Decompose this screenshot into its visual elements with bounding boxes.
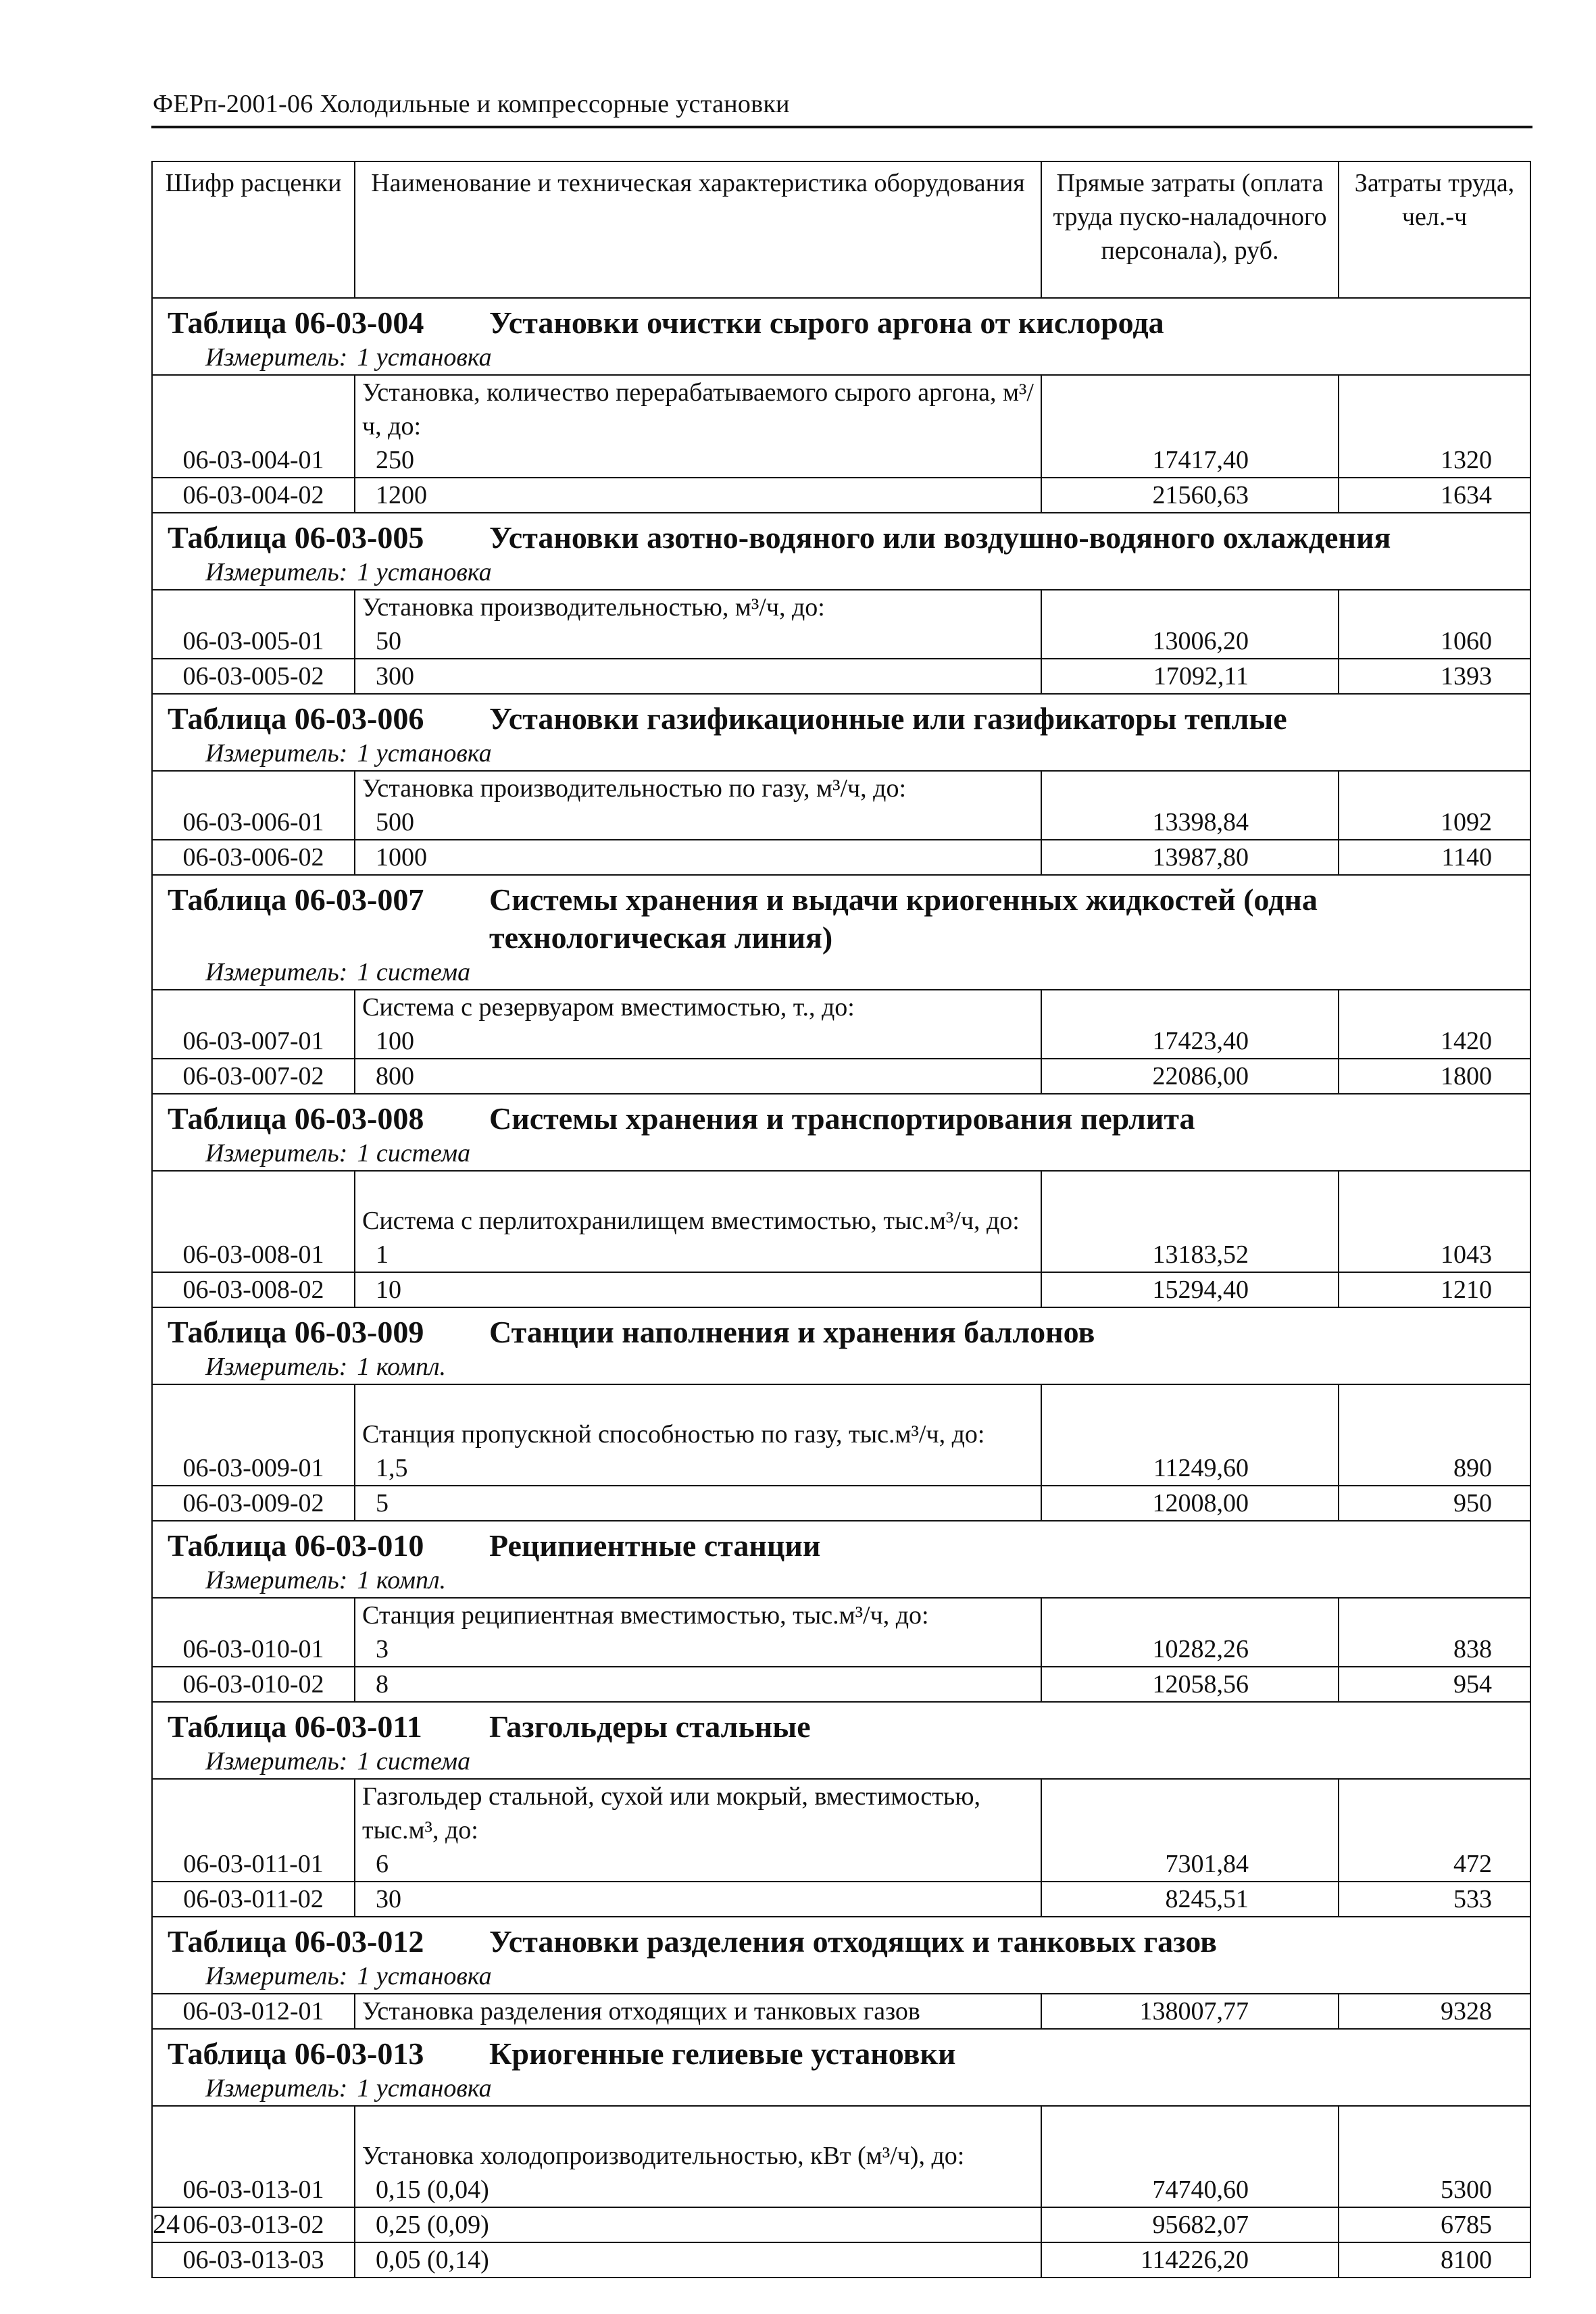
parameter-value: 300	[376, 662, 414, 690]
direct-cost: 10282,26	[1041, 1598, 1339, 1667]
labor-cost: 1092	[1339, 771, 1530, 840]
direct-cost: 95682,07	[1041, 2207, 1339, 2242]
section-header-row	[152, 694, 1530, 771]
parameter-description: Установка холодопроизводительностью, кВт (м³/ч), до:	[362, 2142, 965, 2170]
direct-cost: 74740,60	[1041, 2106, 1339, 2207]
section-title	[168, 1100, 1523, 1138]
column-header-row	[152, 161, 1530, 298]
rate-code: 06-03-004-01	[152, 375, 355, 478]
section-number: Таблица 06-03-010	[168, 1528, 424, 1563]
labor-cost: 1140	[1339, 840, 1530, 875]
section-title	[168, 2035, 1523, 2073]
direct-cost: 7301,84	[1041, 1779, 1339, 1882]
measure-value: 1 система	[357, 1139, 471, 1167]
equipment-description	[355, 2106, 1041, 2207]
measure-value: 1 установка	[357, 558, 492, 586]
running-header: ФЕРп-2001-06 Холодильные и компрессорные установки	[153, 90, 790, 118]
rate-code: 06-03-013-01	[152, 2106, 355, 2207]
labor-cost: 1800	[1339, 1059, 1530, 1094]
table-row	[152, 2242, 1530, 2278]
labor-cost: 533	[1339, 1882, 1530, 1917]
labor-cost: 1210	[1339, 1272, 1530, 1307]
rate-code: 06-03-011-01	[152, 1779, 355, 1882]
table-row	[152, 2207, 1530, 2242]
section-header-cell	[152, 513, 1530, 590]
section-measure	[168, 1565, 1523, 1596]
page-number: 24	[153, 2209, 180, 2239]
parameter-value: 3	[376, 1635, 389, 1663]
column-header-name: Наименование и техническая характеристика оборудования	[355, 161, 1041, 298]
equipment-description	[355, 1171, 1041, 1272]
table-row	[152, 1994, 1530, 2029]
section-title	[168, 519, 1523, 557]
direct-cost: 138007,77	[1041, 1994, 1339, 2029]
table-row	[152, 478, 1530, 513]
rate-code: 06-03-007-02	[152, 1059, 355, 1094]
section-header-cell	[152, 298, 1530, 375]
equipment-description	[355, 1486, 1041, 1521]
section-title	[168, 1708, 1523, 1746]
table-row	[152, 1598, 1530, 1667]
table-row	[152, 1059, 1530, 1094]
section-number: Таблица 06-03-012	[168, 1924, 424, 1959]
labor-cost: 954	[1339, 1667, 1530, 1702]
labor-cost: 6785	[1339, 2207, 1530, 2242]
table-row	[152, 1486, 1530, 1521]
direct-cost: 21560,63	[1041, 478, 1339, 513]
measure-label: Измеритель:	[205, 1747, 348, 1776]
direct-cost: 13987,80	[1041, 840, 1339, 875]
section-name: Системы хранения и выдачи криогенных жидкостей (одна технологическая линия)	[489, 882, 1318, 955]
equipment-description	[355, 1384, 1041, 1486]
table-body	[152, 298, 1530, 2278]
labor-cost: 1393	[1339, 659, 1530, 694]
equipment-description	[355, 1059, 1041, 1094]
parameter-value: 250	[376, 446, 414, 474]
measure-label: Измеритель:	[205, 1962, 348, 1990]
section-number: Таблица 06-03-013	[168, 2036, 424, 2071]
equipment-description	[355, 590, 1041, 659]
direct-cost: 11249,60	[1041, 1384, 1339, 1486]
direct-cost: 13006,20	[1041, 590, 1339, 659]
equipment-description	[355, 1667, 1041, 1702]
rate-code: 06-03-008-02	[152, 1272, 355, 1307]
section-number: Таблица 06-03-008	[168, 1101, 424, 1136]
section-number: Таблица 06-03-006	[168, 701, 424, 736]
rate-code: 06-03-005-02	[152, 659, 355, 694]
table-row	[152, 1667, 1530, 1702]
section-number: Таблица 06-03-009	[168, 1315, 424, 1349]
parameter-value: 6	[376, 1850, 389, 1878]
rate-code: 06-03-012-01	[152, 1994, 355, 2029]
table-row	[152, 771, 1530, 840]
equipment-description	[355, 2242, 1041, 2278]
direct-cost: 13183,52	[1041, 1171, 1339, 1272]
section-measure	[168, 1138, 1523, 1169]
section-title	[168, 1527, 1523, 1565]
equipment-description	[355, 659, 1041, 694]
direct-cost: 15294,40	[1041, 1272, 1339, 1307]
measure-label: Измеритель:	[205, 1353, 348, 1381]
measure-label: Измеритель:	[205, 2074, 348, 2103]
section-name: Установки разделения отходящих и танковых газов	[489, 1924, 1218, 1959]
table-row	[152, 590, 1530, 659]
direct-cost: 12058,56	[1041, 1667, 1339, 1702]
labor-cost: 950	[1339, 1486, 1530, 1521]
column-header-cost: Прямые затраты (оплата труда пуско-наладочного персонала), руб.	[1041, 161, 1339, 298]
labor-cost: 838	[1339, 1598, 1530, 1667]
parameter-value: Установка разделения отходящих и танковых газов	[362, 1997, 920, 2026]
parameter-value: 0,25 (0,09)	[376, 2211, 489, 2239]
parameter-description: Станция пропускной способностью по газу, тыс.м³/ч, до:	[362, 1420, 985, 1449]
parameter-description: Станция реципиентная вместимостью, тыс.м³/ч, до:	[362, 1601, 929, 1630]
parameter-value: 50	[376, 627, 401, 655]
column-header-code: Шифр расценки	[152, 161, 355, 298]
parameter-value: 10	[376, 1276, 401, 1304]
parameter-description: Система с перлитохранилищем вместимостью, тыс.м³/ч, до:	[362, 1207, 1020, 1235]
parameter-value: 1200	[376, 481, 427, 509]
table-row	[152, 659, 1530, 694]
rate-code: 06-03-009-01	[152, 1384, 355, 1486]
section-measure	[168, 2073, 1523, 2104]
rate-code: 06-03-006-01	[152, 771, 355, 840]
section-name: Установки очистки сырого аргона от кислорода	[489, 305, 1164, 340]
measure-value: 1 система	[357, 958, 471, 986]
labor-cost: 1043	[1339, 1171, 1530, 1272]
direct-cost: 114226,20	[1041, 2242, 1339, 2278]
section-name: Газгольдеры стальные	[489, 1709, 811, 1744]
section-measure	[168, 1351, 1523, 1382]
rate-code: 06-03-008-01	[152, 1171, 355, 1272]
measure-value: 1 установка	[357, 343, 492, 372]
parameter-description: Газгольдер стальной, сухой или мокрый, вместимостью, тыс.м³, до:	[362, 1782, 981, 1844]
table-row	[152, 2106, 1530, 2207]
section-name: Установки азотно-водяного или воздушно-водяного охлаждения	[489, 520, 1391, 555]
table-row	[152, 375, 1530, 478]
measure-label: Измеритель:	[205, 343, 348, 372]
equipment-description	[355, 1882, 1041, 1917]
table-row	[152, 1171, 1530, 1272]
parameter-value: 500	[376, 808, 414, 836]
table-row	[152, 840, 1530, 875]
section-header-cell	[152, 1307, 1530, 1384]
section-name: Криогенные гелиевые установки	[489, 2036, 956, 2071]
section-name: Установки газификационные или газификаторы теплые	[489, 701, 1287, 736]
parameter-value: 30	[376, 1885, 401, 1913]
parameter-value: 1	[376, 1240, 389, 1269]
section-title	[168, 1923, 1523, 1961]
parameter-value: 1000	[376, 843, 427, 872]
section-name: Станции наполнения и хранения баллонов	[489, 1315, 1095, 1349]
section-header-row	[152, 1307, 1530, 1384]
equipment-description	[355, 478, 1041, 513]
equipment-description	[355, 2207, 1041, 2242]
section-title	[168, 700, 1523, 738]
section-header-row	[152, 1094, 1530, 1171]
labor-cost: 8100	[1339, 2242, 1530, 2278]
section-header-row	[152, 1702, 1530, 1779]
measure-value: 1 установка	[357, 2074, 492, 2103]
equipment-description	[355, 1994, 1041, 2029]
section-number: Таблица 06-03-011	[168, 1709, 422, 1744]
measure-label: Измеритель:	[205, 1566, 348, 1594]
table-row	[152, 990, 1530, 1059]
parameter-description: Система с резервуаром вместимостью, т., до:	[362, 993, 855, 1022]
rate-code: 06-03-013-02	[152, 2207, 355, 2242]
table-row	[152, 1779, 1530, 1882]
direct-cost: 17092,11	[1041, 659, 1339, 694]
section-header-cell	[152, 694, 1530, 771]
parameter-description: Установка производительностью, м³/ч, до:	[362, 593, 825, 622]
labor-cost: 890	[1339, 1384, 1530, 1486]
section-name: Реципиентные станции	[489, 1528, 821, 1563]
rate-code: 06-03-010-01	[152, 1598, 355, 1667]
section-number: Таблица 06-03-005	[168, 520, 424, 555]
rate-code: 06-03-005-01	[152, 590, 355, 659]
direct-cost: 17417,40	[1041, 375, 1339, 478]
section-header-row	[152, 1521, 1530, 1598]
direct-cost: 13398,84	[1041, 771, 1339, 840]
direct-cost: 12008,00	[1041, 1486, 1339, 1521]
measure-label: Измеритель:	[205, 1139, 348, 1167]
equipment-description	[355, 1779, 1041, 1882]
equipment-description	[355, 375, 1041, 478]
rate-code: 06-03-013-03	[152, 2242, 355, 2278]
section-header-row	[152, 875, 1530, 990]
section-number: Таблица 06-03-004	[168, 305, 424, 340]
table-row	[152, 1882, 1530, 1917]
section-measure	[168, 342, 1523, 373]
rate-code: 06-03-011-02	[152, 1882, 355, 1917]
header-rule	[151, 126, 1532, 128]
labor-cost: 472	[1339, 1779, 1530, 1882]
rate-code: 06-03-004-02	[152, 478, 355, 513]
section-name: Системы хранения и транспортирования перлита	[489, 1101, 1195, 1136]
parameter-value: 0,15 (0,04)	[376, 2175, 489, 2204]
section-header-cell	[152, 1094, 1530, 1171]
parameter-description: Установка, количество перерабатываемого сырого аргона, м³/ч, до:	[362, 378, 1034, 441]
parameter-value: 800	[376, 1062, 414, 1090]
section-measure	[168, 738, 1523, 769]
direct-cost: 17423,40	[1041, 990, 1339, 1059]
rate-code: 06-03-007-01	[152, 990, 355, 1059]
measure-label: Измеритель:	[205, 958, 348, 986]
column-header-labor: Затраты труда, чел.-ч	[1339, 161, 1530, 298]
labor-cost: 5300	[1339, 2106, 1530, 2207]
labor-cost: 1634	[1339, 478, 1530, 513]
section-header-row	[152, 513, 1530, 590]
table-row	[152, 1272, 1530, 1307]
labor-cost: 1060	[1339, 590, 1530, 659]
section-measure	[168, 957, 1523, 988]
section-header-cell	[152, 1702, 1530, 1779]
equipment-description	[355, 840, 1041, 875]
section-header-cell	[152, 2029, 1530, 2106]
direct-cost: 8245,51	[1041, 1882, 1339, 1917]
section-header-row	[152, 1917, 1530, 1994]
section-title	[168, 304, 1523, 342]
parameter-value: 100	[376, 1027, 414, 1055]
rate-code: 06-03-010-02	[152, 1667, 355, 1702]
equipment-description	[355, 771, 1041, 840]
section-measure	[168, 557, 1523, 588]
parameter-description: Установка производительностью по газу, м³/ч, до:	[362, 774, 907, 803]
equipment-description	[355, 1598, 1041, 1667]
section-title	[168, 1313, 1523, 1351]
section-header-cell	[152, 1917, 1530, 1994]
measure-value: 1 установка	[357, 739, 492, 768]
parameter-value: 8	[376, 1670, 389, 1699]
section-header-cell	[152, 1521, 1530, 1598]
measure-value: 1 установка	[357, 1962, 492, 1990]
section-measure	[168, 1961, 1523, 1992]
rate-code: 06-03-009-02	[152, 1486, 355, 1521]
equipment-description	[355, 990, 1041, 1059]
section-header-row	[152, 2029, 1530, 2106]
equipment-description	[355, 1272, 1041, 1307]
measure-value: 1 компл.	[357, 1353, 447, 1381]
table-row	[152, 1384, 1530, 1486]
section-measure	[168, 1746, 1523, 1777]
measure-label: Измеритель:	[205, 558, 348, 586]
measure-value: 1 система	[357, 1747, 471, 1776]
rates-table	[151, 161, 1531, 2278]
section-header-row	[152, 298, 1530, 375]
measure-value: 1 компл.	[357, 1566, 447, 1594]
labor-cost: 1420	[1339, 990, 1530, 1059]
parameter-value: 1,5	[376, 1454, 408, 1482]
parameter-value: 0,05 (0,14)	[376, 2246, 489, 2274]
labor-cost: 1320	[1339, 375, 1530, 478]
parameter-value: 5	[376, 1489, 389, 1517]
rate-code: 06-03-006-02	[152, 840, 355, 875]
measure-label: Измеритель:	[205, 739, 348, 768]
section-number: Таблица 06-03-007	[168, 882, 424, 917]
section-title	[168, 881, 1523, 957]
section-header-cell	[152, 875, 1530, 990]
direct-cost: 22086,00	[1041, 1059, 1339, 1094]
labor-cost: 9328	[1339, 1994, 1530, 2029]
